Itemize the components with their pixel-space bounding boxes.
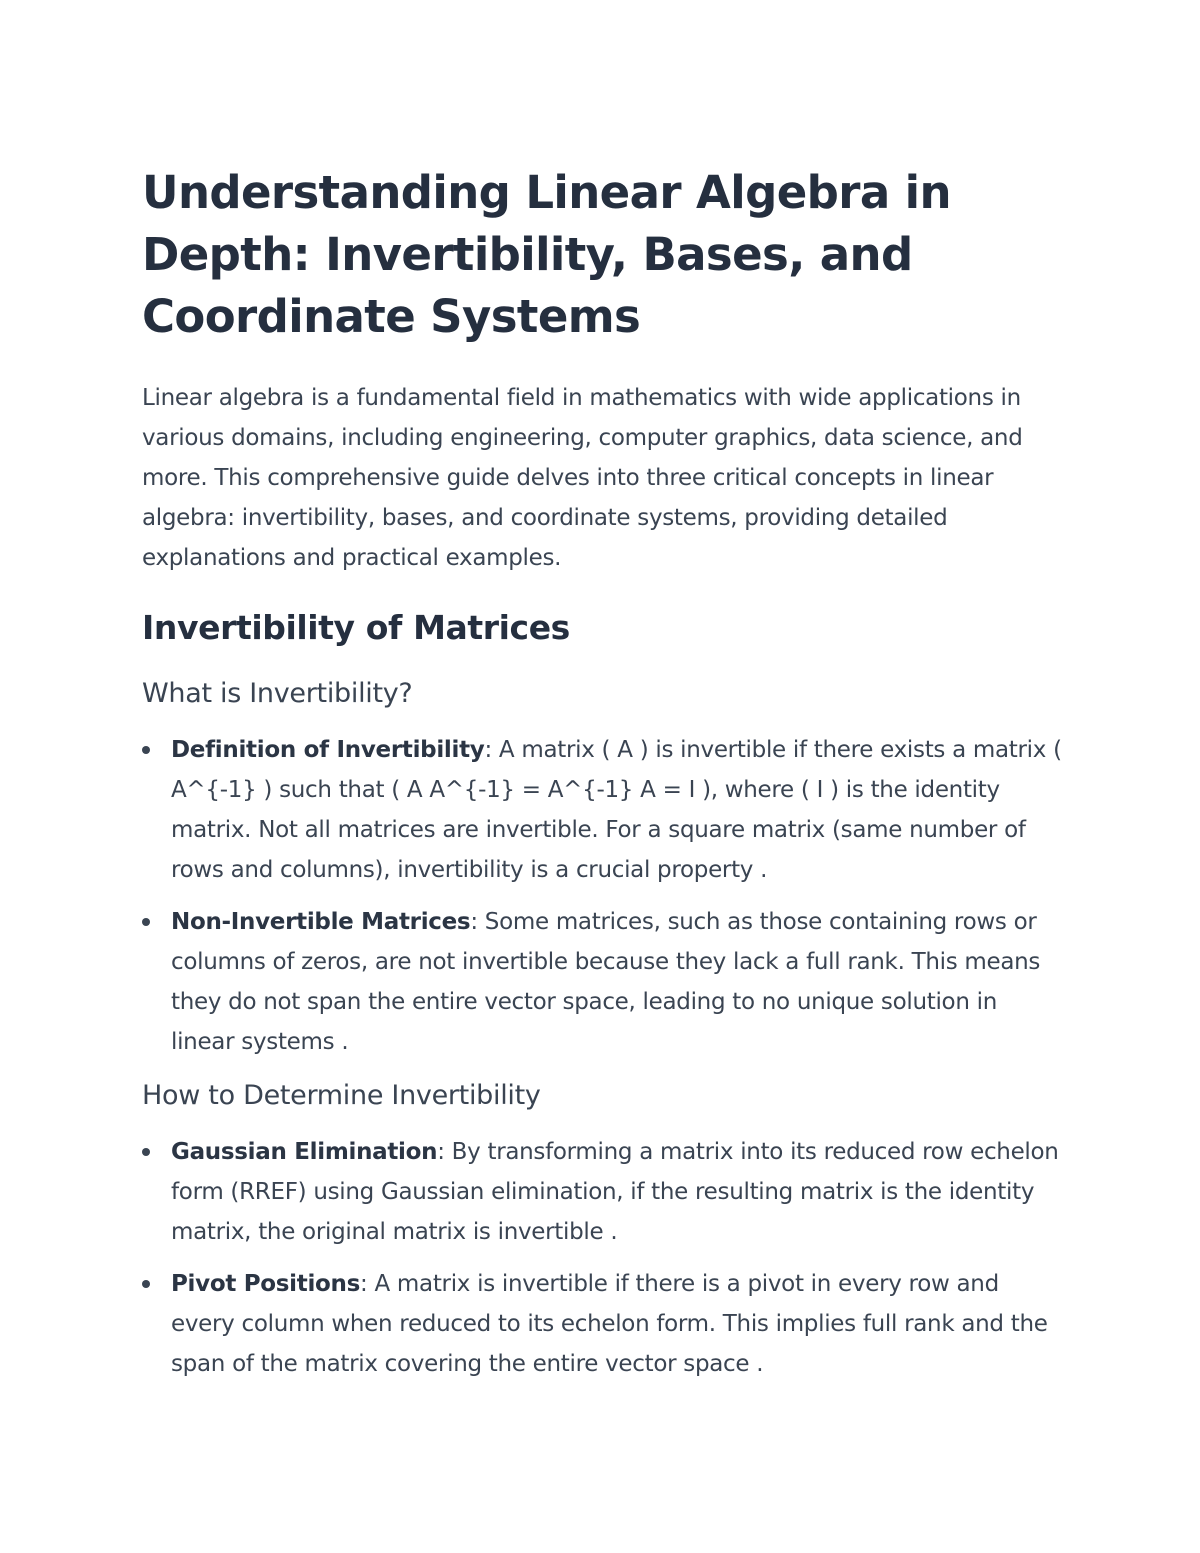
list-item-text: : Some matrices, such as those containing rows or columns of zeros, are not invertible because they lack a full rank. This means they do not span the entire vector space, leading to no unique solution in linear systems . — [171, 909, 1041, 1055]
subheading-what-is-invertibility: What is Invertibility? — [142, 678, 413, 709]
list-item-term: Non-Invertible Matrices — [171, 909, 471, 935]
section-heading-invertibility: Invertibility of Matrices — [142, 608, 570, 647]
document-title: Understanding Linear Algebra in Depth: Invertibility, Bases, and Coordinate Systems — [142, 166, 951, 343]
bullet-icon — [142, 918, 150, 926]
list-item — [142, 1132, 1062, 1252]
list-item-term: Definition of Invertibility — [171, 737, 485, 763]
list-item-term: Gaussian Elimination — [171, 1139, 438, 1165]
list-item-term: Pivot Positions — [171, 1271, 361, 1297]
intro-paragraph: Linear algebra is a fundamental field in mathematics with wide applications in various domains, including engineering, computer graphics, data science, and more. This comprehensive guide delves into three critical concepts in linear algebra: invertibility, bases, and coordinate systems, providing detailed explanations and practical examples. — [142, 385, 1023, 571]
bullet-list-what-is — [142, 730, 1062, 1062]
bullet-icon — [142, 1148, 150, 1156]
document-page — [142, 162, 1062, 1396]
list-item — [142, 730, 1062, 890]
subheading-how-to-determine: How to Determine Invertibility — [142, 1080, 541, 1111]
list-item — [142, 1264, 1062, 1384]
bullet-list-how-to — [142, 1132, 1062, 1384]
list-item — [142, 902, 1062, 1062]
bullet-icon — [142, 746, 150, 754]
list-item-text: : By transforming a matrix into its reduced row echelon form (RREF) using Gaussian elimination, if the resulting matrix is the identity matrix, the original matrix is invertible . — [171, 1139, 1059, 1245]
list-item-text: : A matrix ( A ) is invertible if there exists a matrix ( A^{-1} ) such that ( A A^{-1} = A^{-1} A = I ), where ( I ) is the identity matrix. Not all matrices are invertible. For a square matrix (same number of rows and columns), invertibility is a crucial property . — [171, 737, 1062, 883]
bullet-icon — [142, 1280, 150, 1288]
list-item-text: : A matrix is invertible if there is a pivot in every row and every column when reduced to its echelon form. This implies full rank and the span of the matrix covering the entire vector space . — [171, 1271, 1048, 1377]
